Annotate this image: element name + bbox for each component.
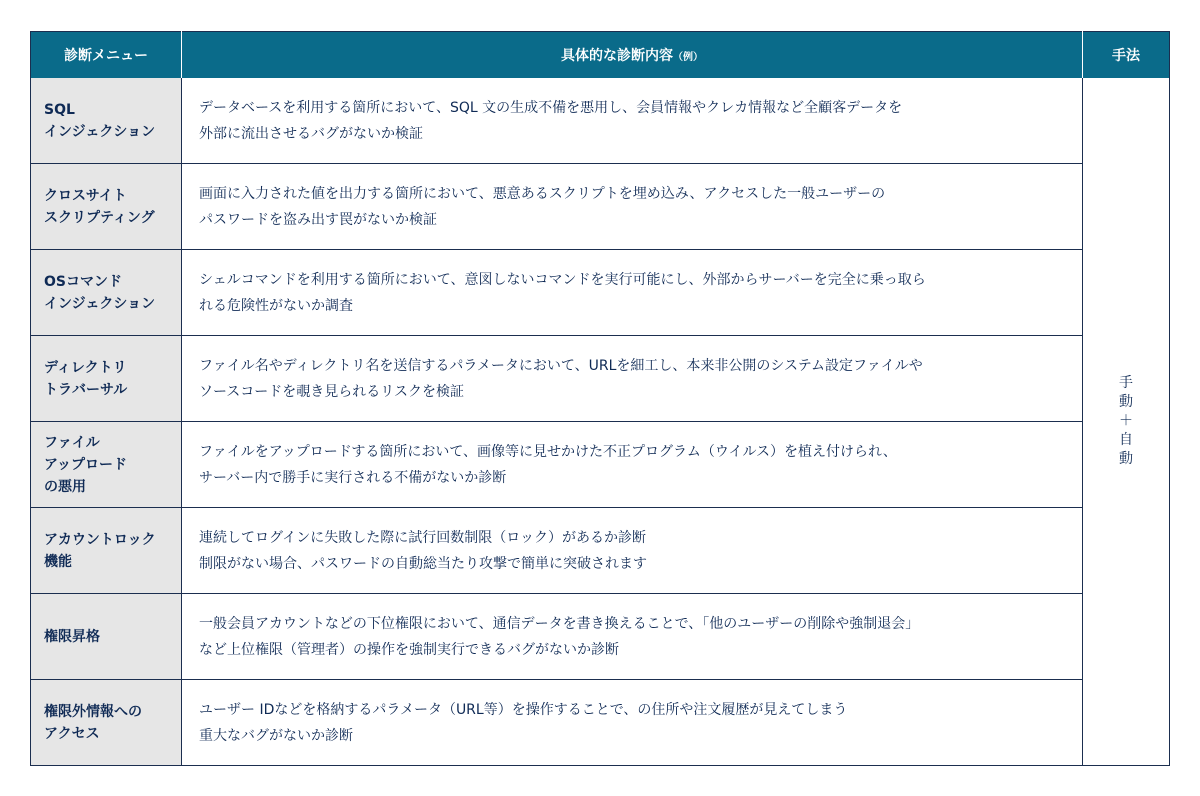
detail-text-line: 連続してログインに失敗した際に試行回数制限（ロック）があるか診断 <box>199 529 647 546</box>
menu-cell <box>31 78 182 164</box>
detail-text-line: シェルコマンドを利用する箇所において、意図しないコマンドを実行可能にし、外部からサーバーを完全に乗っ取ら <box>199 271 926 288</box>
menu-name-line: OSコマンド <box>44 273 122 290</box>
table-row <box>31 164 1170 250</box>
detail-text-line: 外部に流出させるバグがないか検証 <box>199 125 423 142</box>
menu-cell <box>31 422 182 508</box>
table-row <box>31 680 1170 766</box>
security-diagnosis-table <box>30 31 1170 766</box>
header-menu: 診断メニュー <box>31 32 182 79</box>
header-method: 手法 <box>1083 32 1170 79</box>
detail-text-line: データベースを利用する箇所において、SQL 文の生成不備を悪用し、会員情報やクレカ情報など全顧客データを <box>199 99 903 116</box>
menu-name-line: ファイル <box>44 434 100 451</box>
detail-cell <box>182 78 1083 164</box>
table-row <box>31 250 1170 336</box>
menu-name-line: アカウントロック <box>44 531 156 548</box>
menu-cell <box>31 164 182 250</box>
table-row <box>31 336 1170 422</box>
menu-name-line: 権限昇格 <box>44 628 100 645</box>
detail-text-line: 重大なバグがないか診断 <box>199 727 353 744</box>
menu-name-line: アクセス <box>44 725 100 742</box>
menu-cell <box>31 508 182 594</box>
detail-cell <box>182 164 1083 250</box>
detail-cell <box>182 336 1083 422</box>
menu-name-line: の悪用 <box>44 478 86 495</box>
detail-text-line: ファイルをアップロードする箇所において、画像等に見せかけた不正プログラム（ウイルス）を植え付けられ、 <box>199 443 897 460</box>
detail-text-line: れる危険性がないか調査 <box>199 297 353 314</box>
table-row <box>31 594 1170 680</box>
table-row <box>31 422 1170 508</box>
menu-cell <box>31 336 182 422</box>
header-detail <box>182 32 1083 79</box>
menu-name-line: アップロード <box>44 456 128 473</box>
menu-name-line: 機能 <box>44 553 72 570</box>
table-row <box>31 78 1170 164</box>
detail-cell <box>182 508 1083 594</box>
detail-text-line: サーバー内で勝手に実行される不備がないか診断 <box>199 469 507 486</box>
menu-name-line: インジェクション <box>44 123 156 140</box>
menu-cell <box>31 594 182 680</box>
detail-text-line: 画面に入力された値を出力する箇所において、悪意あるスクリプトを埋め込み、アクセスした一般ユーザーの <box>199 185 886 202</box>
detail-text-line: 制限がない場合、パスワードの自動総当たり攻撃で簡単に突破されます <box>199 555 647 572</box>
detail-cell <box>182 422 1083 508</box>
detail-text-line: ユーザー IDなどを格納するパラメータ（URL等）を操作することで、の住所や注文履歴が見えてしまう <box>199 701 848 718</box>
header-detail-example: （例） <box>673 52 703 63</box>
detail-text-line: ファイル名やディレクトリ名を送信するパラメータにおいて、URLを細工し、本来非公開のシステム設定ファイルや <box>199 357 923 374</box>
detail-text-line: ソースコードを覗き見られるリスクを検証 <box>199 383 465 400</box>
menu-name-line: クロスサイト <box>44 187 127 204</box>
detail-text-line: パスワードを盗み出す罠がないか検証 <box>199 211 437 228</box>
detail-text-line: など上位権限（管理者）の操作を強制実行できるバグがないか診断 <box>199 641 619 658</box>
header-detail-main: 具体的な診断内容 <box>561 48 673 64</box>
detail-cell <box>182 250 1083 336</box>
method-cell <box>1083 78 1170 766</box>
menu-name-line: インジェクション <box>44 295 156 312</box>
table-row <box>31 508 1170 594</box>
menu-cell <box>31 680 182 766</box>
method-text: 手動＋自動 <box>1119 375 1133 467</box>
table-header-row <box>31 32 1170 79</box>
menu-name-line: 権限外情報への <box>44 703 142 720</box>
menu-name-line: SQL <box>44 101 75 118</box>
menu-name-line: スクリプティング <box>44 209 155 226</box>
detail-cell <box>182 680 1083 766</box>
menu-name-line: ディレクトリ <box>44 359 127 376</box>
menu-cell <box>31 250 182 336</box>
detail-cell <box>182 594 1083 680</box>
detail-text-line: 一般会員アカウントなどの下位権限において、通信データを書き換えることで、「他のユーザーの削除や強制退会」 <box>199 615 920 632</box>
menu-name-line: トラバーサル <box>44 381 128 398</box>
